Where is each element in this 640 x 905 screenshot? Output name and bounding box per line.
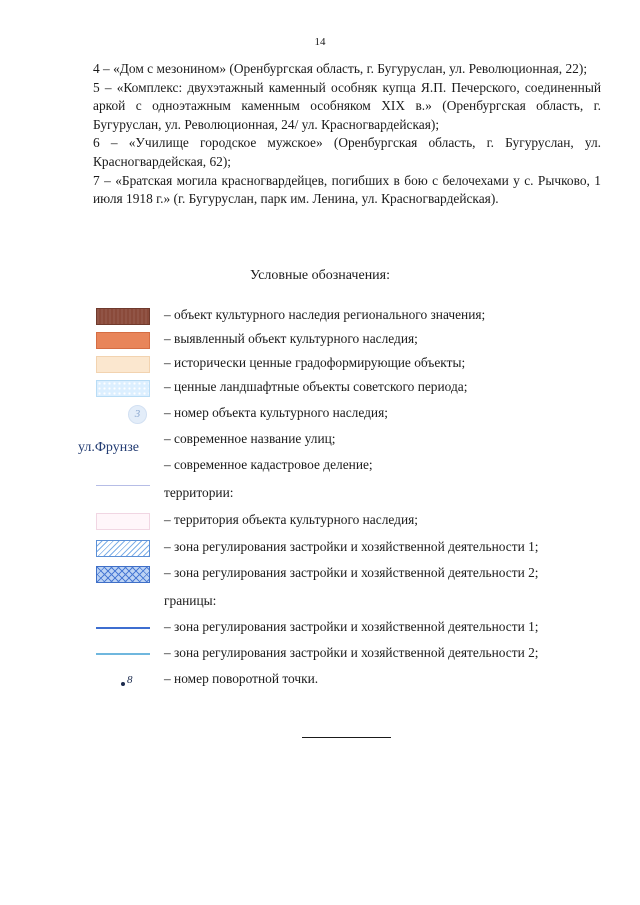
object-number-icon: 3 (128, 405, 147, 424)
list-item: 4 – «Дом с мезонином» (Оренбургская область, г. Бугуруслан, ул. Революционная, 22); (93, 61, 588, 76)
legend-label: – выявленный объект культурного наследия; (164, 331, 418, 346)
heritage-territory-swatch (96, 513, 150, 530)
zone2-territory-swatch (96, 566, 150, 583)
legend-label: – современное название улиц; (164, 431, 336, 446)
legend-row (0, 590, 640, 614)
legend-label: – территория объекта культурного наследия; (164, 512, 419, 527)
list-item: 6 – «Училище городское мужское» (Оренбургская область, г. Бугуруслан, ул. Красногвардейская, 62); (93, 135, 601, 169)
zone1-territory-swatch (96, 540, 150, 557)
list-item: 7 – «Братская могила красногвардейцев, погибших в бою с белочехами у с. Рычково, 1 июля 1918 г.» (г. Бугуруслан, парк им. Ленина, ул. Красногвардейская). (93, 172, 601, 207)
turning-point-number: 8 (127, 673, 133, 686)
legend-row (0, 352, 640, 376)
legend-subheading: границы: (164, 593, 217, 608)
legend-row (0, 668, 640, 692)
page-number: 14 (314, 36, 326, 48)
legend-row (0, 402, 640, 426)
historic-objects-swatch (96, 356, 150, 373)
legend-row (0, 328, 640, 352)
legend-label: – ценные ландшафтные объекты советского периода; (164, 379, 468, 394)
legend-label: – номер поворотной точки. (164, 671, 319, 686)
legend-row (0, 304, 640, 328)
bottom-divider (302, 737, 391, 738)
legend-row (0, 454, 640, 478)
legend-row (0, 509, 640, 533)
zone1-boundary-line-icon (96, 627, 150, 629)
legend-row (0, 536, 640, 560)
legend-title: Условные обозначения: (249, 268, 391, 283)
regional-heritage-swatch (96, 308, 150, 325)
landscape-objects-swatch (96, 380, 150, 397)
legend-label: – зона регулирования застройки и хозяйственной деятельности 1; (164, 619, 539, 634)
legend-row (0, 428, 640, 455)
point-dot-icon (121, 682, 125, 686)
legend-label: – зона регулирования застройки и хозяйственной деятельности 1; (164, 539, 539, 554)
turning-point-icon (95, 675, 133, 686)
identified-heritage-swatch (96, 332, 150, 349)
legend-label: – объект культурного наследия регионального значения; (164, 307, 486, 322)
object-list (93, 60, 601, 209)
zone2-boundary-line-icon (96, 653, 150, 655)
list-item: 5 – «Комплекс: двухэтажный каменный особняк купца Я.П. Печерского, соединенный аркой с одноэтажным каменным особняком XIX в.» (Оренбургская область, г. Бугуруслан, ул. Революционная, 24/ ул. Красногвардейская); (93, 79, 601, 132)
legend-subheading: территории: (164, 485, 234, 500)
legend-label: – зона регулирования застройки и хозяйственной деятельности 2; (164, 645, 539, 660)
legend-row (0, 562, 640, 586)
legend-label: – номер объекта культурного наследия; (164, 405, 388, 420)
legend-label: – зона регулирования застройки и хозяйственной деятельности 2; (164, 565, 539, 580)
legend-row (0, 616, 640, 640)
street-name-sample: ул.Фрунзе (78, 440, 139, 455)
legend-row (0, 376, 640, 400)
legend-label: – современное кадастровое деление; (164, 457, 373, 472)
legend-row (0, 642, 640, 666)
legend-label: – исторически ценные градоформирующие объекты; (164, 355, 466, 370)
legend-row (0, 482, 640, 506)
